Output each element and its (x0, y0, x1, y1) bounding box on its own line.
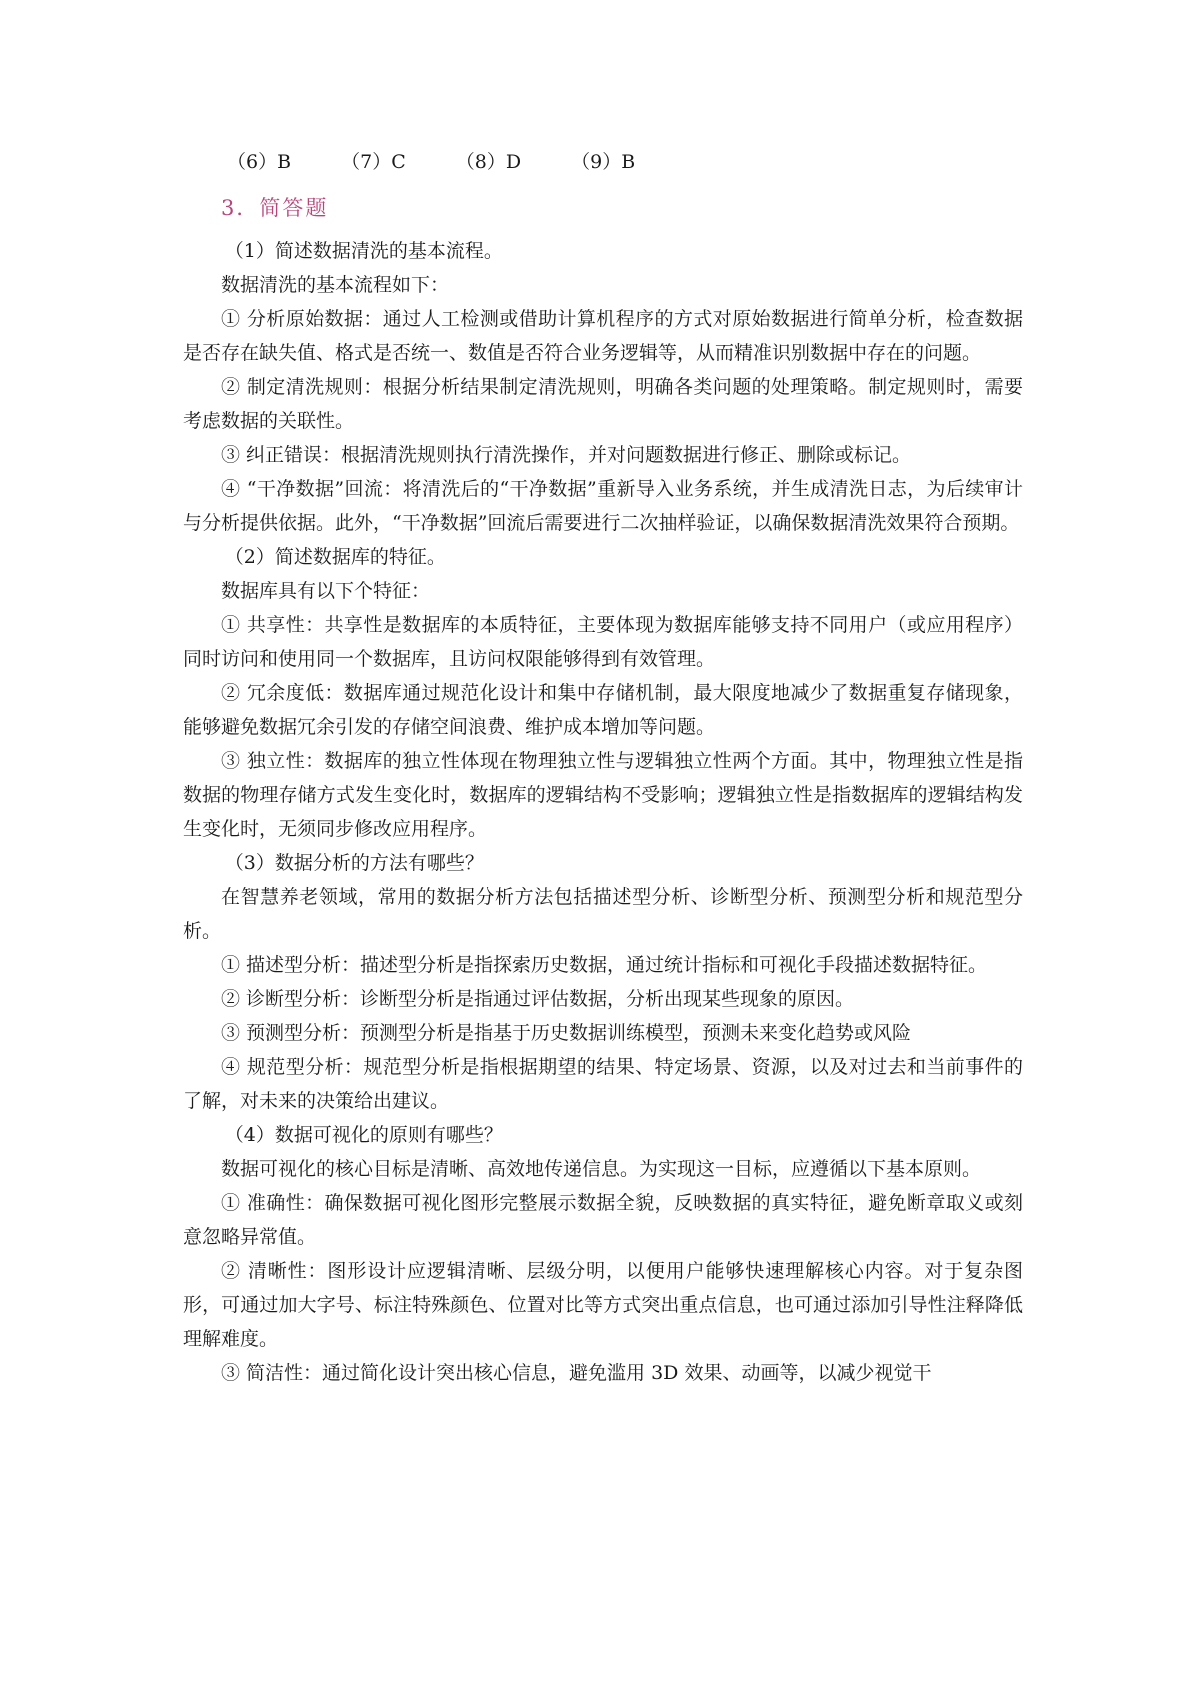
document-page (183, 146, 1023, 1390)
paragraph: ② 清晰性：图形设计应逻辑清晰、层级分明，以便用户能够快速理解核心内容。对于复杂图形，可通过加大字号、标注特殊颜色、位置对比等方式突出重点信息，也可通过添加引导性注释降低理解难度。 (183, 1260, 1023, 1350)
paragraph: ① 准确性：确保数据可视化图形完整展示数据全貌，反映数据的真实特征，避免断章取义或刻意忽略异常值。 (183, 1192, 1023, 1248)
paragraph: ② 诊断型分析：诊断型分析是指通过评估数据，分析出现某些现象的原因。 (221, 988, 855, 1010)
paragraph: ③ 纠正错误：根据清洗规则执行清洗操作，并对问题数据进行修正、删除或标记。 (221, 444, 912, 466)
answer-row (227, 146, 1023, 178)
section-heading: 3．简答题 (221, 196, 329, 220)
answer-item: （6）B (227, 151, 292, 173)
answer-item: （7）C (341, 151, 406, 173)
paragraph: ② 冗余度低：数据库通过规范化设计和集中存储机制，最大限度地减少了数据重复存储现象，能够避免数据冗余引发的存储空间浪费、维护成本增加等问题。 (183, 682, 1023, 738)
paragraph: ② 制定清洗规则：根据分析结果制定清洗规则，明确各类问题的处理策略。制定规则时，需要考虑数据的关联性。 (183, 376, 1023, 432)
answer-item: （8）D (455, 151, 522, 173)
paragraph: ③ 预测型分析：预测型分析是指基于历史数据训练模型，预测未来变化趋势或风险 (221, 1022, 912, 1044)
paragraph: 在智慧养老领域，常用的数据分析方法包括描述型分析、诊断型分析、预测型分析和规范型分析。 (183, 886, 1023, 942)
paragraph: 数据库具有以下个特征： (221, 580, 431, 602)
question-heading: （2）简述数据库的特征。 (224, 546, 446, 568)
question-heading: （1）简述数据清洗的基本流程。 (224, 240, 503, 262)
body-text (183, 234, 1023, 1390)
paragraph: ④ 规范型分析：规范型分析是指根据期望的结果、特定场景、资源，以及对过去和当前事件的了解，对未来的决策给出建议。 (183, 1056, 1023, 1112)
paragraph: ③ 简洁性：通过简化设计突出核心信息，避免滥用 3D 效果、动画等，以减少视觉干 (221, 1362, 932, 1384)
paragraph: ③ 独立性：数据库的独立性体现在物理独立性与逻辑独立性两个方面。其中，物理独立性是指数据的物理存储方式发生变化时，数据库的逻辑结构不受影响；逻辑独立性是指数据库的逻辑结构发生变化时，无须同步修改应用程序。 (183, 750, 1023, 840)
question-heading: （4）数据可视化的原则有哪些？ (224, 1124, 503, 1146)
paragraph: ① 共享性：共享性是数据库的本质特征，主要体现为数据库能够支持不同用户（或应用程序）同时访问和使用同一个数据库，且访问权限能够得到有效管理。 (183, 614, 1023, 670)
question-heading: （3）数据分析的方法有哪些？ (224, 852, 484, 874)
paragraph: 数据清洗的基本流程如下： (221, 274, 450, 296)
paragraph: ④ “干净数据”回流：将清洗后的“干净数据”重新导入业务系统，并生成清洗日志，为后续审计与分析提供依据。此外，“干净数据”回流后需要进行二次抽样验证，以确保数据清洗效果符合预期。 (183, 478, 1023, 534)
answer-item: （9）B (571, 151, 636, 173)
paragraph: ① 分析原始数据：通过人工检测或借助计算机程序的方式对原始数据进行简单分析，检查数据是否存在缺失值、格式是否统一、数值是否符合业务逻辑等，从而精准识别数据中存在的问题。 (183, 308, 1023, 364)
paragraph: 数据可视化的核心目标是清晰、高效地传递信息。为实现这一目标，应遵循以下基本原则。 (221, 1158, 982, 1180)
paragraph: ① 描述型分析：描述型分析是指探索历史数据，通过统计指标和可视化手段描述数据特征。 (221, 954, 988, 976)
